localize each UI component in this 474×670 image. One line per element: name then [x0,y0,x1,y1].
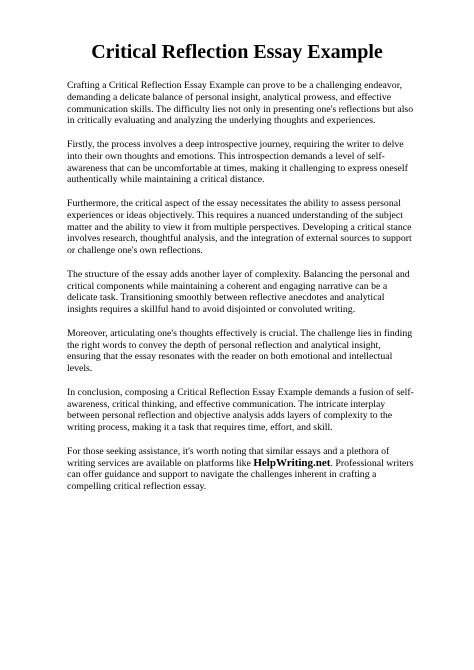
page-title: Critical Reflection Essay Example [91,41,383,63]
paragraph-critical-aspect: Furthermore, the critical aspect of the essay necessitates the ability to assess personal experiences or ideas objectively. This requires a nuanced understanding of the subject matter and the ability to view it from multiple perspectives. Developing a critical stance involves research, thoughtful analysis, and the integration of external sources to support or challenge one's own reflections. [67,197,412,257]
essay-body [67,80,414,505]
paragraph-articulation: Moreover, articulating one's thoughts effectively is crucial. The challenge lies in finding the right words to convey the depth of personal reflection and analytical insight, ensuring that the essay resonates with the reader on both emotional and intellectual levels. [67,327,413,375]
paragraph-introspection: Firstly, the process involves a deep introspective journey, requiring the writer to delve into their own thoughts and emotions. This introspection demands a level of self-awareness that can be uncomfortable at times, making it challenging to express oneself authentically while maintaining a critical distance. [67,138,408,186]
helpwriting-link[interactable]: HelpWriting.net [253,456,331,469]
paragraph-intro: Crafting a Critical Reflection Essay Example can prove to be a challenging endeavor, demanding a delicate balance of personal insight, analytical prowess, and effective communication skills. The difficulty lies not only in presenting one's reflections but also in critically evaluating and analyzing the underlying thoughts and experiences. [67,80,414,127]
paragraph-conclusion: In conclusion, composing a Critical Reflection Essay Example demands a fusion of self-awareness, critical thinking, and effective communication. The intricate interplay between personal reflection and objective analysis adds layers of complexity to the writing process, making it a task that requires time, effort, and skill. [67,386,414,434]
paragraph-assistance [67,446,414,493]
paragraph-structure: The structure of the essay adds another layer of complexity. Balancing the personal and critical components while maintaining a coherent and engaging narrative can be a delicate task. Transitioning smoothly between reflective anecdotes and analytical insights requires a skillful hand to avoid disjointed or convoluted writing. [67,268,410,316]
assistance-text-after: . Professional writers can offer guidance and support to navigate the challenges inherent in crafting a compelling critical reflection essay. [67,457,414,493]
assistance-text-before: For those seeking assistance, it's worth noting that similar essays and a plethora of writing services are available on platforms like [67,445,390,469]
